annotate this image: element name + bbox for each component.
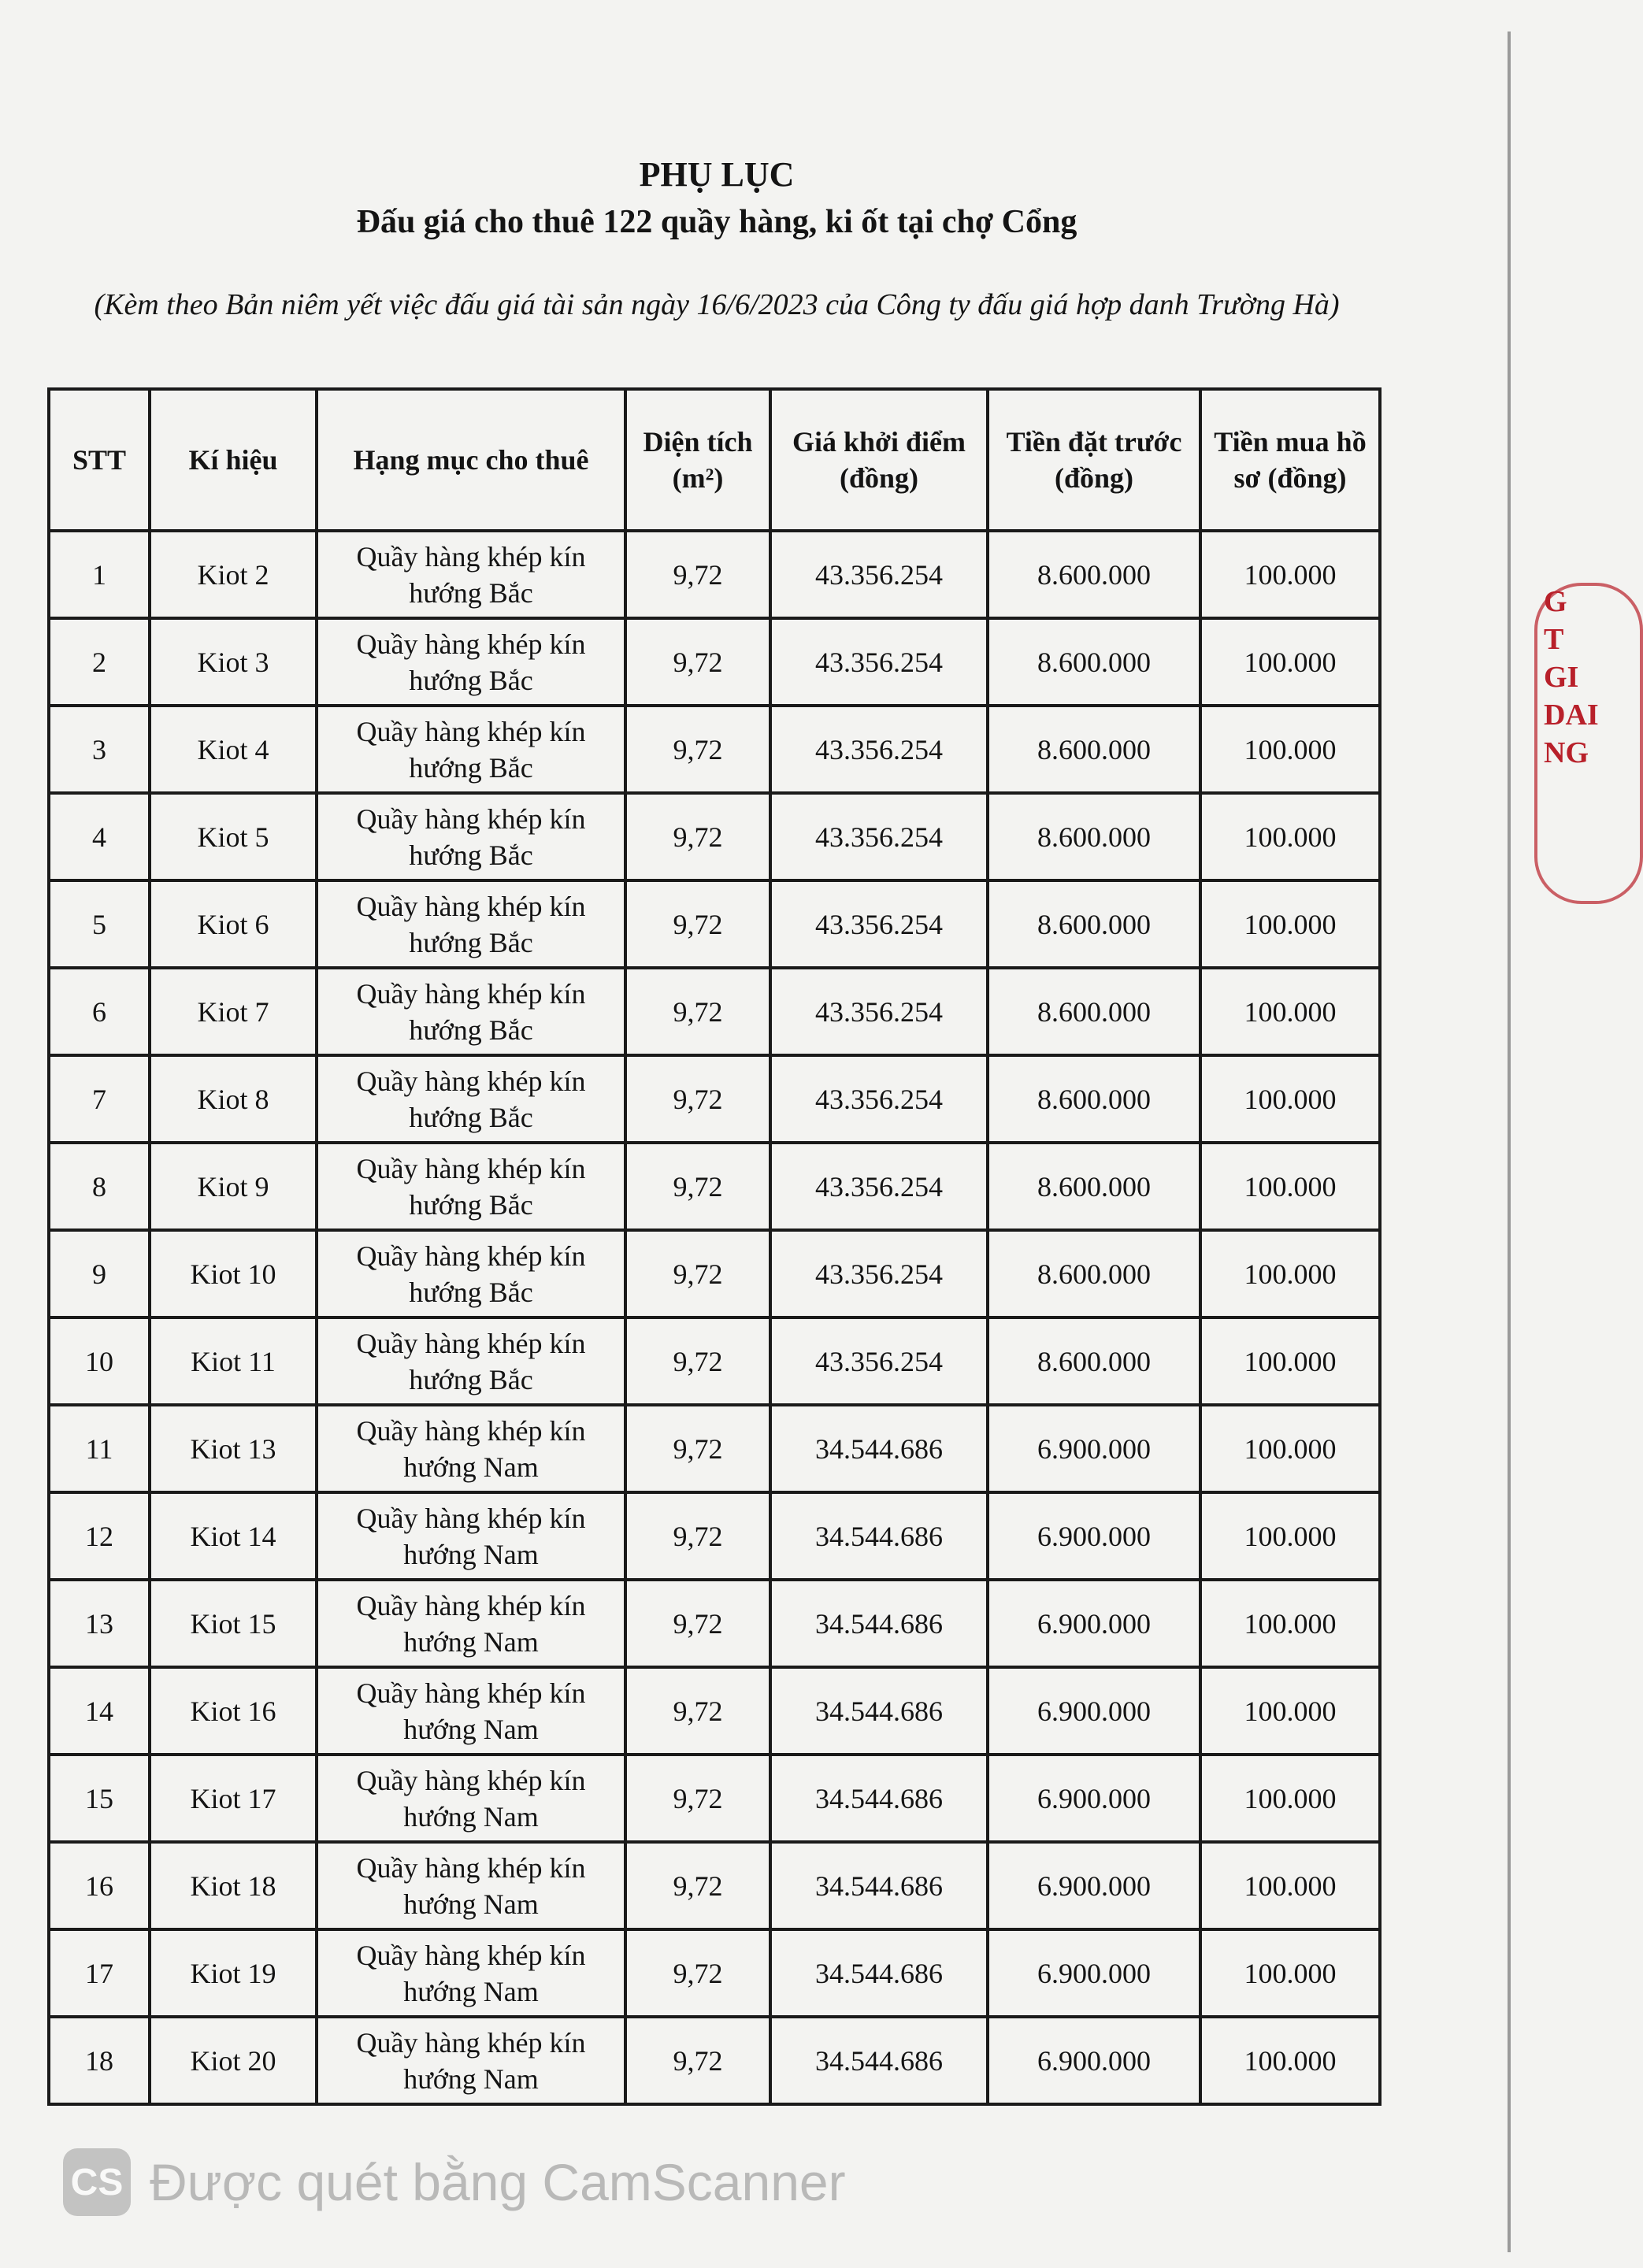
- page-edge-line: [1508, 32, 1511, 2252]
- cell-stt: 15: [49, 1755, 150, 1842]
- hang-muc-line: Quầy hàng khép kín: [356, 890, 586, 922]
- cell-ki-hieu: Kiot 16: [150, 1667, 317, 1755]
- cell-tien-dat-truoc: 6.900.000: [988, 1492, 1200, 1580]
- camscanner-watermark: [63, 2147, 846, 2218]
- cell-stt: 3: [49, 706, 150, 793]
- cell-ki-hieu: Kiot 15: [150, 1580, 317, 1667]
- cell-stt: 4: [49, 793, 150, 880]
- cell-tien-mua-ho-so: 100.000: [1200, 1317, 1380, 1405]
- table-header: [49, 389, 1380, 531]
- cell-tien-dat-truoc: 6.900.000: [988, 1755, 1200, 1842]
- cell-hang-muc: [317, 1230, 625, 1317]
- cell-ki-hieu: Kiot 17: [150, 1755, 317, 1842]
- cell-hang-muc: [317, 618, 625, 706]
- cell-stt: 1: [49, 531, 150, 618]
- table-row: [49, 793, 1380, 880]
- cell-tien-mua-ho-so: 100.000: [1200, 1755, 1380, 1842]
- cell-ki-hieu: Kiot 20: [150, 2017, 317, 2104]
- hang-muc-line: Quầy hàng khép kín: [356, 1152, 586, 1184]
- hang-muc-line: Quầy hàng khép kín: [356, 2026, 586, 2059]
- cell-stt: 8: [49, 1143, 150, 1230]
- cell-dien-tich: 9,72: [625, 1055, 770, 1143]
- document-note: (Kèm theo Bản niêm yết việc đấu giá tài sản ngày 16/6/2023 của Công ty đấu giá hợp danh Trường Hà): [94, 288, 1340, 321]
- header-gia-khoi-diem: Giá khởi điểm (đồng): [770, 389, 988, 531]
- cell-tien-mua-ho-so: 100.000: [1200, 1492, 1380, 1580]
- cell-tien-dat-truoc: 8.600.000: [988, 1317, 1200, 1405]
- hang-muc-line: Quầy hàng khép kín: [356, 802, 586, 835]
- cell-tien-dat-truoc: 8.600.000: [988, 1143, 1200, 1230]
- cell-tien-mua-ho-so: 100.000: [1200, 1842, 1380, 1929]
- cell-gia-khoi-diem: 34.544.686: [770, 1667, 988, 1755]
- hang-muc-line: Quầy hàng khép kín: [356, 1589, 586, 1621]
- hang-muc-line: hướng Bắc: [409, 1188, 533, 1221]
- cell-gia-khoi-diem: 43.356.254: [770, 706, 988, 793]
- cell-ki-hieu: Kiot 3: [150, 618, 317, 706]
- cell-tien-mua-ho-so: 100.000: [1200, 1230, 1380, 1317]
- hang-muc-line: Quầy hàng khép kín: [356, 977, 586, 1010]
- cell-dien-tich: 9,72: [625, 1492, 770, 1580]
- cell-dien-tich: 9,72: [625, 793, 770, 880]
- cell-dien-tich: 9,72: [625, 1143, 770, 1230]
- cell-stt: 13: [49, 1580, 150, 1667]
- hang-muc-line: hướng Bắc: [409, 839, 533, 871]
- cell-gia-khoi-diem: 34.544.686: [770, 1492, 988, 1580]
- cell-tien-dat-truoc: 6.900.000: [988, 1929, 1200, 2017]
- cell-tien-dat-truoc: 8.600.000: [988, 1230, 1200, 1317]
- cell-ki-hieu: Kiot 7: [150, 968, 317, 1055]
- cell-gia-khoi-diem: 43.356.254: [770, 1230, 988, 1317]
- cell-tien-dat-truoc: 8.600.000: [988, 968, 1200, 1055]
- cell-hang-muc: [317, 1143, 625, 1230]
- header-stt: STT: [49, 389, 150, 531]
- cell-stt: 17: [49, 1929, 150, 2017]
- cell-gia-khoi-diem: 34.544.686: [770, 1929, 988, 2017]
- table-row: [49, 968, 1380, 1055]
- cell-ki-hieu: Kiot 18: [150, 1842, 317, 1929]
- table-row: [49, 2017, 1380, 2104]
- table-row: [49, 1667, 1380, 1755]
- hang-muc-line: hướng Nam: [403, 1625, 539, 1658]
- cell-tien-mua-ho-so: 100.000: [1200, 793, 1380, 880]
- cell-gia-khoi-diem: 34.544.686: [770, 1580, 988, 1667]
- hang-muc-line: Quầy hàng khép kín: [356, 715, 586, 747]
- cell-tien-dat-truoc: 6.900.000: [988, 1842, 1200, 1929]
- cell-gia-khoi-diem: 43.356.254: [770, 618, 988, 706]
- hang-muc-line: hướng Bắc: [409, 751, 533, 784]
- cell-stt: 9: [49, 1230, 150, 1317]
- cell-hang-muc: [317, 1842, 625, 1929]
- hang-muc-line: Quầy hàng khép kín: [356, 1327, 586, 1359]
- red-stamp: [1544, 583, 1599, 882]
- cell-ki-hieu: Kiot 14: [150, 1492, 317, 1580]
- cell-dien-tich: 9,72: [625, 880, 770, 968]
- cell-tien-mua-ho-so: 100.000: [1200, 1143, 1380, 1230]
- table-row: [49, 706, 1380, 793]
- hang-muc-line: hướng Nam: [403, 1451, 539, 1483]
- cell-ki-hieu: Kiot 5: [150, 793, 317, 880]
- cell-tien-mua-ho-so: 100.000: [1200, 531, 1380, 618]
- cell-gia-khoi-diem: 34.544.686: [770, 1755, 988, 1842]
- cell-tien-mua-ho-so: 100.000: [1200, 706, 1380, 793]
- hang-muc-line: hướng Nam: [403, 1888, 539, 1920]
- table-row: [49, 1842, 1380, 1929]
- table-row: [49, 1580, 1380, 1667]
- cell-hang-muc: [317, 1317, 625, 1405]
- cell-hang-muc: [317, 1580, 625, 1667]
- cell-dien-tich: 9,72: [625, 618, 770, 706]
- cell-hang-muc: [317, 531, 625, 618]
- cell-tien-mua-ho-so: 100.000: [1200, 1580, 1380, 1667]
- cell-tien-mua-ho-so: 100.000: [1200, 880, 1380, 968]
- cell-dien-tich: 9,72: [625, 1317, 770, 1405]
- table-row: [49, 618, 1380, 706]
- header-tien-mua-ho-so: Tiền mua hồ sơ (đồng): [1200, 389, 1380, 531]
- table-row: [49, 1929, 1380, 2017]
- hang-muc-line: Quầy hàng khép kín: [356, 1502, 586, 1534]
- table-row: [49, 1405, 1380, 1492]
- cell-ki-hieu: Kiot 2: [150, 531, 317, 618]
- cell-tien-mua-ho-so: 100.000: [1200, 968, 1380, 1055]
- hang-muc-line: hướng Nam: [403, 2062, 539, 2095]
- cell-hang-muc: [317, 793, 625, 880]
- cell-tien-mua-ho-so: 100.000: [1200, 1055, 1380, 1143]
- header-dien-tich: Diện tích (m²): [625, 389, 770, 531]
- cell-tien-dat-truoc: 8.600.000: [988, 1055, 1200, 1143]
- cell-tien-dat-truoc: 6.900.000: [988, 2017, 1200, 2104]
- hang-muc-line: hướng Nam: [403, 1713, 539, 1745]
- cell-hang-muc: [317, 1055, 625, 1143]
- cell-hang-muc: [317, 880, 625, 968]
- cell-tien-dat-truoc: 8.600.000: [988, 706, 1200, 793]
- cell-gia-khoi-diem: 43.356.254: [770, 968, 988, 1055]
- cell-ki-hieu: Kiot 19: [150, 1929, 317, 2017]
- cell-ki-hieu: Kiot 10: [150, 1230, 317, 1317]
- table-row: [49, 1230, 1380, 1317]
- hang-muc-line: hướng Bắc: [409, 1101, 533, 1133]
- cell-hang-muc: [317, 1405, 625, 1492]
- cell-stt: 18: [49, 2017, 150, 2104]
- header-tien-dat-truoc: Tiền đặt trước (đồng): [988, 389, 1200, 531]
- cell-tien-dat-truoc: 8.600.000: [988, 531, 1200, 618]
- cell-hang-muc: [317, 968, 625, 1055]
- cell-tien-dat-truoc: 8.600.000: [988, 880, 1200, 968]
- stamp-line: DAI: [1544, 699, 1599, 732]
- cell-dien-tich: 9,72: [625, 1580, 770, 1667]
- hang-muc-line: Quầy hàng khép kín: [356, 628, 586, 660]
- cell-ki-hieu: Kiot 13: [150, 1405, 317, 1492]
- table-row: [49, 531, 1380, 618]
- table-body: [49, 531, 1380, 2104]
- table-row: [49, 880, 1380, 968]
- hang-muc-line: Quầy hàng khép kín: [356, 1851, 586, 1884]
- cell-ki-hieu: Kiot 8: [150, 1055, 317, 1143]
- cell-hang-muc: [317, 1667, 625, 1755]
- cell-ki-hieu: Kiot 6: [150, 880, 317, 968]
- cell-dien-tich: 9,72: [625, 1230, 770, 1317]
- hang-muc-line: Quầy hàng khép kín: [356, 540, 586, 573]
- hang-muc-line: hướng Bắc: [409, 1014, 533, 1046]
- cell-tien-dat-truoc: 6.900.000: [988, 1667, 1200, 1755]
- hang-muc-line: hướng Bắc: [409, 1363, 533, 1395]
- cell-stt: 12: [49, 1492, 150, 1580]
- cell-tien-mua-ho-so: 100.000: [1200, 1667, 1380, 1755]
- cell-tien-mua-ho-so: 100.000: [1200, 1929, 1380, 2017]
- cell-dien-tich: 9,72: [625, 706, 770, 793]
- table-row: [49, 1755, 1380, 1842]
- cell-dien-tich: 9,72: [625, 1755, 770, 1842]
- cell-stt: 2: [49, 618, 150, 706]
- cell-dien-tich: 9,72: [625, 531, 770, 618]
- table-row: [49, 1492, 1380, 1580]
- cell-stt: 7: [49, 1055, 150, 1143]
- camscanner-logo-icon: CS: [63, 2148, 131, 2216]
- table-row: [49, 1317, 1380, 1405]
- cell-stt: 10: [49, 1317, 150, 1405]
- cell-gia-khoi-diem: 34.544.686: [770, 1405, 988, 1492]
- table-row: [49, 1143, 1380, 1230]
- hang-muc-line: hướng Nam: [403, 1538, 539, 1570]
- cell-dien-tich: 9,72: [625, 1667, 770, 1755]
- cell-stt: 16: [49, 1842, 150, 1929]
- cell-stt: 5: [49, 880, 150, 968]
- cell-ki-hieu: Kiot 4: [150, 706, 317, 793]
- cell-dien-tich: 9,72: [625, 968, 770, 1055]
- table-row: [49, 1055, 1380, 1143]
- cell-dien-tich: 9,72: [625, 1929, 770, 2017]
- cell-tien-dat-truoc: 6.900.000: [988, 1580, 1200, 1667]
- cell-gia-khoi-diem: 43.356.254: [770, 793, 988, 880]
- cell-gia-khoi-diem: 43.356.254: [770, 1317, 988, 1405]
- hang-muc-line: hướng Bắc: [409, 576, 533, 609]
- hang-muc-line: Quầy hàng khép kín: [356, 1677, 586, 1709]
- cell-gia-khoi-diem: 43.356.254: [770, 1055, 988, 1143]
- hang-muc-line: Quầy hàng khép kín: [356, 1065, 586, 1097]
- cell-gia-khoi-diem: 43.356.254: [770, 1143, 988, 1230]
- hang-muc-line: hướng Bắc: [409, 926, 533, 958]
- auction-table: [47, 387, 1382, 2106]
- document-title: PHỤ LỤC: [639, 155, 795, 194]
- cell-tien-mua-ho-so: 100.000: [1200, 618, 1380, 706]
- hang-muc-line: Quầy hàng khép kín: [356, 1764, 586, 1796]
- hang-muc-line: Quầy hàng khép kín: [356, 1240, 586, 1272]
- cell-dien-tich: 9,72: [625, 2017, 770, 2104]
- cell-dien-tich: 9,72: [625, 1405, 770, 1492]
- cell-gia-khoi-diem: 43.356.254: [770, 880, 988, 968]
- cell-tien-dat-truoc: 8.600.000: [988, 793, 1200, 880]
- stamp-line: G T: [1544, 585, 1567, 656]
- watermark-text: Được quét bằng CamScanner: [150, 2153, 846, 2211]
- cell-hang-muc: [317, 1929, 625, 2017]
- cell-stt: 14: [49, 1667, 150, 1755]
- cell-ki-hieu: Kiot 9: [150, 1143, 317, 1230]
- stamp-line: GI: [1544, 661, 1579, 694]
- header-hang-muc: Hạng mục cho thuê: [317, 389, 625, 531]
- cell-tien-mua-ho-so: 100.000: [1200, 2017, 1380, 2104]
- cell-tien-dat-truoc: 6.900.000: [988, 1405, 1200, 1492]
- hang-muc-line: Quầy hàng khép kín: [356, 1939, 586, 1971]
- cell-hang-muc: [317, 706, 625, 793]
- cell-ki-hieu: Kiot 11: [150, 1317, 317, 1405]
- cell-stt: 11: [49, 1405, 150, 1492]
- hang-muc-line: hướng Nam: [403, 1975, 539, 2007]
- stamp-line: NG: [1544, 736, 1589, 769]
- cell-hang-muc: [317, 2017, 625, 2104]
- hang-muc-line: hướng Bắc: [409, 1276, 533, 1308]
- hang-muc-line: hướng Bắc: [409, 664, 533, 696]
- cell-tien-mua-ho-so: 100.000: [1200, 1405, 1380, 1492]
- hang-muc-line: hướng Nam: [403, 1800, 539, 1833]
- cell-gia-khoi-diem: 43.356.254: [770, 531, 988, 618]
- document-subtitle: Đấu giá cho thuê 122 quầy hàng, ki ốt tại chợ Cổng: [356, 204, 1077, 240]
- cell-stt: 6: [49, 968, 150, 1055]
- cell-hang-muc: [317, 1492, 625, 1580]
- cell-hang-muc: [317, 1755, 625, 1842]
- cell-dien-tich: 9,72: [625, 1842, 770, 1929]
- cell-gia-khoi-diem: 34.544.686: [770, 1842, 988, 1929]
- header-ki-hieu: Kí hiệu: [150, 389, 317, 531]
- cell-gia-khoi-diem: 34.544.686: [770, 2017, 988, 2104]
- hang-muc-line: Quầy hàng khép kín: [356, 1414, 586, 1447]
- cell-tien-dat-truoc: 8.600.000: [988, 618, 1200, 706]
